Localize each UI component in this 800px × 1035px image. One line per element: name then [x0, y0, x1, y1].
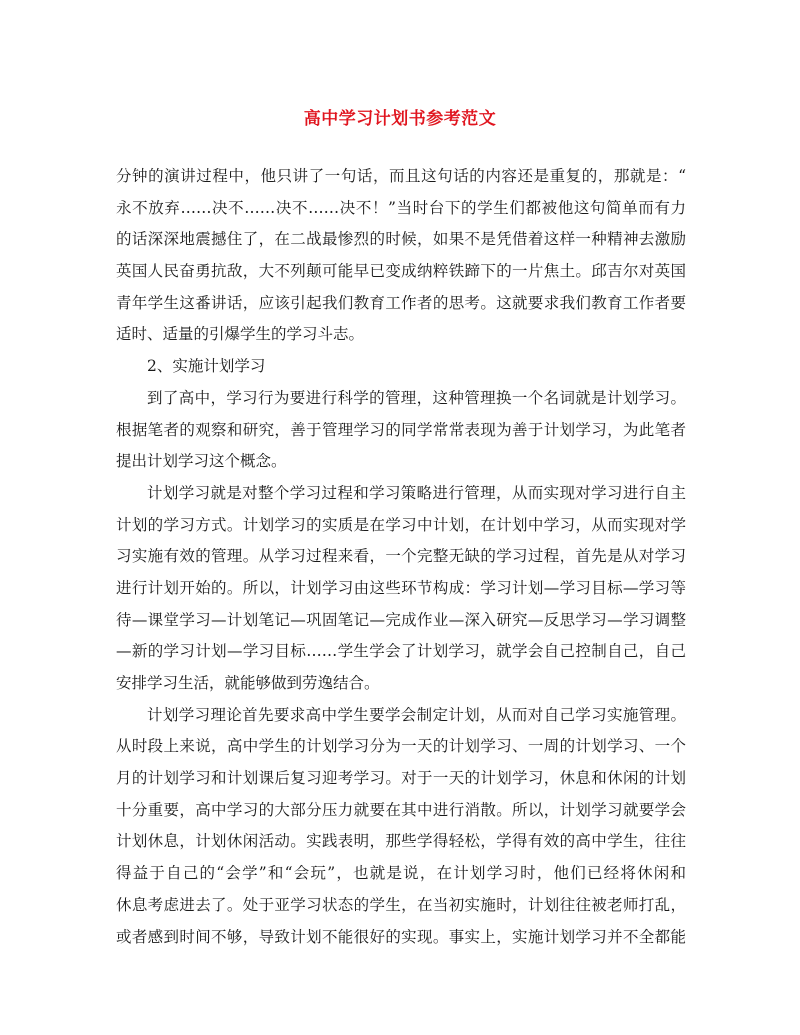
text-line: 根据笔者的观察和研究，善于管理学习的同学常常表现为善于计划学习，为此笔者	[116, 420, 686, 439]
text-line: 计划休息，计划休闲活动。实践表明，那些学得轻松，学得有效的高中学生，往往	[116, 832, 686, 851]
text-line: 十分重要，高中学习的大部分压力就要在其中进行消散。所以，计划学习就要学会	[116, 800, 686, 819]
text-line: 到了高中，学习行为要进行科学的管理，这种管理换一个名词就是计划学习。	[147, 388, 686, 407]
text-line: 2、实施计划学习	[147, 357, 266, 376]
text-line: 休息考虑进去了。处于亚学习状态的学生，在当初实施时，计划往往被老师打乱，	[116, 895, 686, 914]
text-line: 计划的学习方式。计划学习的实质是在学习中计划，在计划中学习，从而实现对学	[116, 515, 686, 534]
text-line: 从时段上来说，高中学生的计划学习分为一天的计划学习、一周的计划学习、一个	[116, 737, 686, 756]
text-line: 习实施有效的管理。从学习过程来看，一个完整无缺的学习过程，首先是从对学习	[116, 547, 686, 566]
text-line: 安排学习生活，就能够做到劳逸结合。	[116, 674, 380, 692]
text-line: 月的计划学习和计划课后复习迎考学习。对于一天的计划学习，休息和休闲的计划	[116, 769, 686, 788]
text-line: 青年学生这番讲话，应该引起我们教育工作者的思考。这就要求我们教育工作者要	[116, 293, 686, 312]
text-line: 计划学习就是对整个学习过程和学习策略进行管理，从而实现对学习进行自主	[147, 483, 686, 502]
text-line: 分钟的演讲过程中，他只讲了一句话，而且这句话的内容还是重复的，那就是：“	[116, 167, 686, 185]
document-body	[116, 161, 686, 953]
text-line: 适时、适量的引爆学生的学习斗志。	[116, 325, 365, 344]
text-line: 提出计划学习这个概念。	[116, 452, 287, 471]
text-line: 得益于自己的“会学”和“会玩”，也就是说，在计划学习时，他们已经将休闲和	[116, 864, 686, 883]
text-line: 进行计划开始的。所以，计划学习由这些环节构成：学习计划—学习目标—学习等	[116, 578, 686, 597]
text-line: —新的学习计划—学习目标……学生学会了计划学习，就学会自己控制自己，自己	[116, 642, 686, 661]
text-line: 英国人民奋勇抗敌，大不列颠可能早已变成纳粹铁蹄下的一片焦土。邱吉尔对英国	[116, 262, 686, 281]
document-title: 高中学习计划书参考范文	[303, 109, 497, 129]
text-line: 永不放弃……决不……决不……决不！”当时台下的学生们都被他这句简单而有力	[116, 198, 686, 217]
text-line: 或者感到时间不够，导致计划不能很好的实现。事实上，实施计划学习并不全都能	[116, 927, 686, 946]
text-line: 计划学习理论首先要求高中学生要学会制定计划，从而对自己学习实施管理。	[147, 705, 686, 724]
text-line: 待—课堂学习—计划笔记—巩固笔记—完成作业—深入研究—反思学习—学习调整	[116, 610, 686, 629]
text-line: 的话深深地震撼住了，在二战最惨烈的时候，如果不是凭借着这样一种精神去激励	[116, 230, 686, 249]
